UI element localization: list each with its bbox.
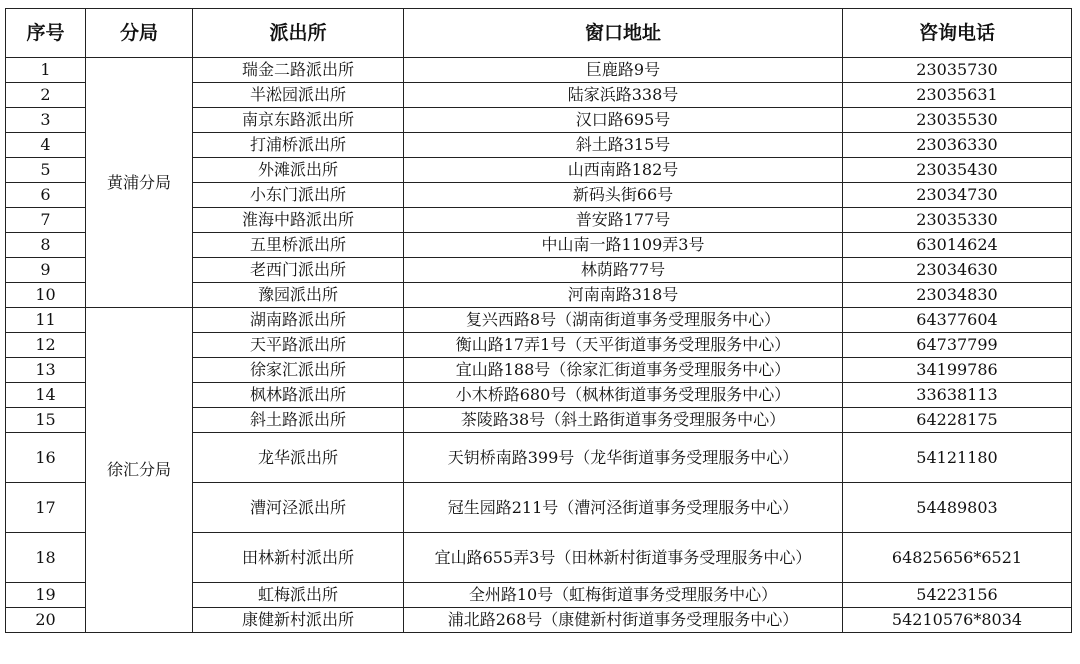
cell-address: 复兴西路8号（湖南街道事务受理服务中心） bbox=[404, 308, 843, 333]
cell-phone: 64377604 bbox=[843, 308, 1072, 333]
cell-address: 天钥桥南路399号（龙华街道事务受理服务中心） bbox=[404, 433, 843, 483]
cell-seq: 19 bbox=[6, 583, 86, 608]
cell-address: 浦北路268号（康健新村街道事务受理服务中心） bbox=[404, 608, 843, 633]
cell-phone: 23035430 bbox=[843, 158, 1072, 183]
cell-phone: 23036330 bbox=[843, 133, 1072, 158]
cell-phone: 64825656*6521 bbox=[843, 533, 1072, 583]
cell-phone: 23034730 bbox=[843, 183, 1072, 208]
cell-address: 宜山路188号（徐家汇街道事务受理服务中心） bbox=[404, 358, 843, 383]
cell-seq: 14 bbox=[6, 383, 86, 408]
cell-seq: 5 bbox=[6, 158, 86, 183]
table-row bbox=[6, 308, 1072, 333]
cell-address: 河南南路318号 bbox=[404, 283, 843, 308]
header-row bbox=[6, 9, 1072, 58]
cell-phone: 23035530 bbox=[843, 108, 1072, 133]
cell-station: 徐家汇派出所 bbox=[193, 358, 404, 383]
cell-station: 漕河泾派出所 bbox=[193, 483, 404, 533]
cell-address: 山西南路182号 bbox=[404, 158, 843, 183]
cell-station: 外滩派出所 bbox=[193, 158, 404, 183]
cell-seq: 3 bbox=[6, 108, 86, 133]
cell-phone: 33638113 bbox=[843, 383, 1072, 408]
cell-phone: 64737799 bbox=[843, 333, 1072, 358]
cell-phone: 54121180 bbox=[843, 433, 1072, 483]
cell-station: 瑞金二路派出所 bbox=[193, 58, 404, 83]
cell-phone: 23035730 bbox=[843, 58, 1072, 83]
cell-address: 新码头街66号 bbox=[404, 183, 843, 208]
cell-bureau-xuhui: 徐汇分局 bbox=[86, 308, 193, 633]
cell-station: 湖南路派出所 bbox=[193, 308, 404, 333]
cell-seq: 17 bbox=[6, 483, 86, 533]
header-phone: 咨询电话 bbox=[843, 9, 1072, 58]
cell-address: 中山南一路1109弄3号 bbox=[404, 233, 843, 258]
cell-phone: 34199786 bbox=[843, 358, 1072, 383]
cell-address: 衡山路17弄1号（天平街道事务受理服务中心） bbox=[404, 333, 843, 358]
cell-address: 林荫路77号 bbox=[404, 258, 843, 283]
header-address: 窗口地址 bbox=[404, 9, 843, 58]
cell-address: 宜山路655弄3号（田林新村街道事务受理服务中心） bbox=[404, 533, 843, 583]
cell-bureau-huangpu: 黄浦分局 bbox=[86, 58, 193, 308]
cell-phone: 23035631 bbox=[843, 83, 1072, 108]
header-seq: 序号 bbox=[6, 9, 86, 58]
cell-station: 虹梅派出所 bbox=[193, 583, 404, 608]
cell-station: 五里桥派出所 bbox=[193, 233, 404, 258]
cell-address: 冠生园路211号（漕河泾街道事务受理服务中心） bbox=[404, 483, 843, 533]
cell-address: 普安路177号 bbox=[404, 208, 843, 233]
cell-station: 田林新村派出所 bbox=[193, 533, 404, 583]
cell-station: 斜土路派出所 bbox=[193, 408, 404, 433]
cell-seq: 8 bbox=[6, 233, 86, 258]
cell-seq: 18 bbox=[6, 533, 86, 583]
cell-seq: 6 bbox=[6, 183, 86, 208]
cell-seq: 12 bbox=[6, 333, 86, 358]
cell-address: 全州路10号（虹梅街道事务受理服务中心） bbox=[404, 583, 843, 608]
cell-seq: 13 bbox=[6, 358, 86, 383]
cell-station: 小东门派出所 bbox=[193, 183, 404, 208]
cell-seq: 2 bbox=[6, 83, 86, 108]
cell-address: 巨鹿路9号 bbox=[404, 58, 843, 83]
cell-station: 天平路派出所 bbox=[193, 333, 404, 358]
header-station: 派出所 bbox=[193, 9, 404, 58]
cell-seq: 9 bbox=[6, 258, 86, 283]
cell-address: 陆家浜路338号 bbox=[404, 83, 843, 108]
cell-seq: 10 bbox=[6, 283, 86, 308]
cell-seq: 20 bbox=[6, 608, 86, 633]
police-station-table bbox=[5, 8, 1072, 633]
cell-seq: 15 bbox=[6, 408, 86, 433]
cell-phone: 54210576*8034 bbox=[843, 608, 1072, 633]
cell-phone: 23034830 bbox=[843, 283, 1072, 308]
cell-address: 斜土路315号 bbox=[404, 133, 843, 158]
cell-station: 南京东路派出所 bbox=[193, 108, 404, 133]
cell-phone: 23035330 bbox=[843, 208, 1072, 233]
cell-station: 龙华派出所 bbox=[193, 433, 404, 483]
cell-phone: 64228175 bbox=[843, 408, 1072, 433]
cell-seq: 16 bbox=[6, 433, 86, 483]
cell-phone: 54223156 bbox=[843, 583, 1072, 608]
cell-phone: 54489803 bbox=[843, 483, 1072, 533]
table-row bbox=[6, 58, 1072, 83]
cell-seq: 4 bbox=[6, 133, 86, 158]
cell-phone: 63014624 bbox=[843, 233, 1072, 258]
cell-address: 汉口路695号 bbox=[404, 108, 843, 133]
cell-address: 小木桥路680号（枫林街道事务受理服务中心） bbox=[404, 383, 843, 408]
cell-station: 半淞园派出所 bbox=[193, 83, 404, 108]
cell-address: 茶陵路38号（斜土路街道事务受理服务中心） bbox=[404, 408, 843, 433]
cell-station: 老西门派出所 bbox=[193, 258, 404, 283]
header-bureau: 分局 bbox=[86, 9, 193, 58]
cell-station: 打浦桥派出所 bbox=[193, 133, 404, 158]
cell-phone: 23034630 bbox=[843, 258, 1072, 283]
cell-station: 康健新村派出所 bbox=[193, 608, 404, 633]
cell-station: 枫林路派出所 bbox=[193, 383, 404, 408]
cell-seq: 1 bbox=[6, 58, 86, 83]
cell-station: 淮海中路派出所 bbox=[193, 208, 404, 233]
cell-seq: 7 bbox=[6, 208, 86, 233]
cell-seq: 11 bbox=[6, 308, 86, 333]
cell-station: 豫园派出所 bbox=[193, 283, 404, 308]
